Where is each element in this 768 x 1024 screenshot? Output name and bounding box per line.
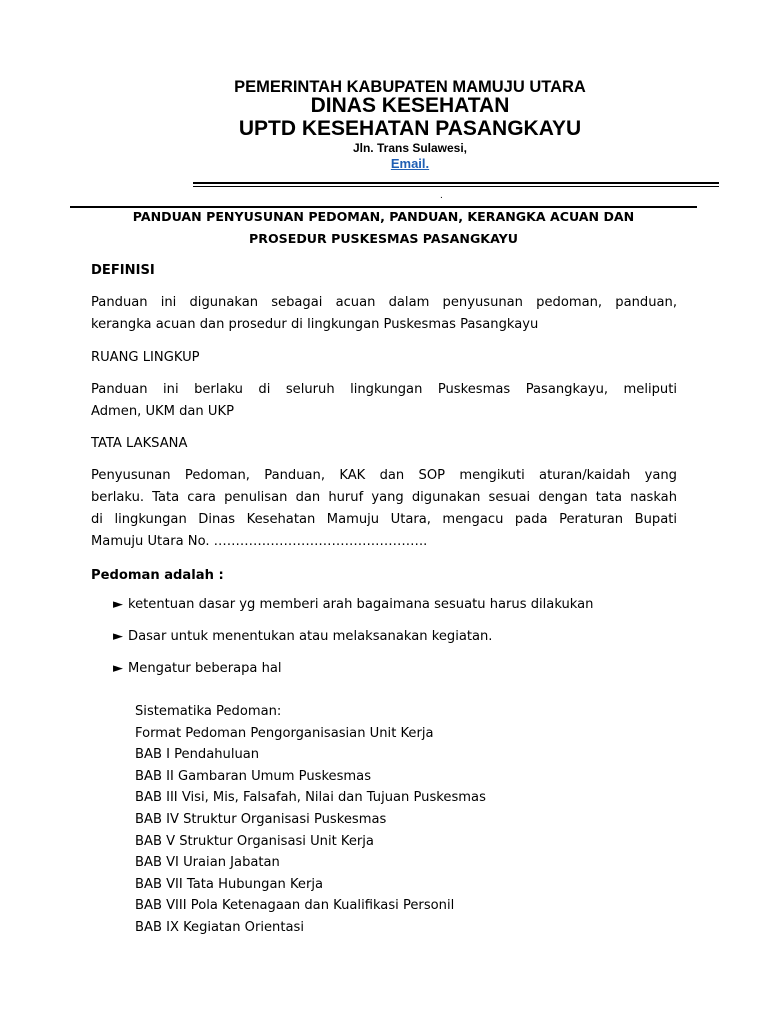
list-item: BAB VI Uraian Jabatan [135,855,280,871]
tata-laksana-line: Mamuju Utara No. …………………………………………. [91,534,428,549]
document-title-line1: PANDUAN PENYUSUNAN PEDOMAN, PANDUAN, KERANGKA ACUAN DAN [132,209,635,224]
bullet-text: ketentuan dasar yg memberi arah bagaimana sesuatu harus dilakukan [128,597,594,612]
bullet-item [113,659,282,679]
heading-tata-laksana: TATA LAKSANA [91,436,188,451]
header-address: Jln. Trans Sulawesi, [352,141,468,155]
header-rule-thick [193,182,719,184]
tata-laksana-line: Penyusunan Pedoman, Panduan, KAK dan SOP mengikuti aturan/kaidah yang [91,468,677,483]
header-unit: UPTD KESEHATAN PASANGKAYU [238,117,582,140]
bullet-item [113,595,593,615]
tata-laksana-line: berlaku. Tata cara penulisan dan huruf yang digunakan sesuai dengan tata naskah [91,490,677,505]
ruang-lingkup-line: Admen, UKM dan UKP [91,404,234,419]
header-rule-thin [193,186,719,187]
definisi-line: kerangka acuan dan prosedur di lingkungan Puskesmas Pasangkayu [91,317,539,332]
separator-dot: . [440,190,443,201]
heading-ruang-lingkup: RUANG LINGKUP [91,350,200,365]
email-link[interactable]: Email. [390,156,430,171]
list-item: BAB VII Tata Hubungan Kerja [135,876,323,892]
header-government: PEMERINTAH KABUPATEN MAMUJU UTARA [234,78,586,96]
list-item: BAB V Struktur Organisasi Unit Kerja [135,833,374,849]
ruang-lingkup-line: Panduan ini berlaku di seluruh lingkungan Puskesmas Pasangkayu, meliputi [91,382,677,397]
bullet-item [113,627,492,647]
list-item: Sistematika Pedoman: [135,704,282,719]
list-item: BAB III Visi, Mis, Falsafah, Nilai dan Tujuan Puskesmas [135,790,486,806]
list-item: BAB IX Kegiatan Orientasi [135,919,304,935]
header-agency: DINAS KESEHATAN [310,94,510,117]
heading-definisi: DEFINISI [91,263,155,278]
bullet-text: Dasar untuk menentukan atau melaksanakan kegiatan. [128,629,493,644]
list-item: BAB IV Struktur Organisasi Puskesmas [135,811,387,827]
play-arrow-icon: ► [113,597,123,612]
list-item: BAB II Gambaran Umum Puskesmas [135,768,372,784]
document-title-line2: PROSEDUR PUSKESMAS PASANGKAYU [249,231,518,246]
list-item: Format Pedoman Pengorganisasian Unit Kerja [135,725,434,741]
list-item: BAB VIII Pola Ketenagaan dan Kualifikasi Personil [135,898,455,914]
list-item: BAB I Pendahuluan [135,747,260,763]
heading-pedoman: Pedoman adalah : [91,568,224,583]
definisi-line: Panduan ini digunakan sebagai acuan dalam penyusunan pedoman, panduan, [91,295,677,310]
bullet-text: Mengatur beberapa hal [128,661,282,676]
header-email [60,156,760,171]
play-arrow-icon: ► [113,661,123,676]
sistematika-list [135,701,486,939]
play-arrow-icon: ► [113,629,123,644]
tata-laksana-line: di lingkungan Dinas Kesehatan Mamuju Utara, mengacu pada Peraturan Bupati [91,512,677,527]
title-rule [70,206,697,208]
